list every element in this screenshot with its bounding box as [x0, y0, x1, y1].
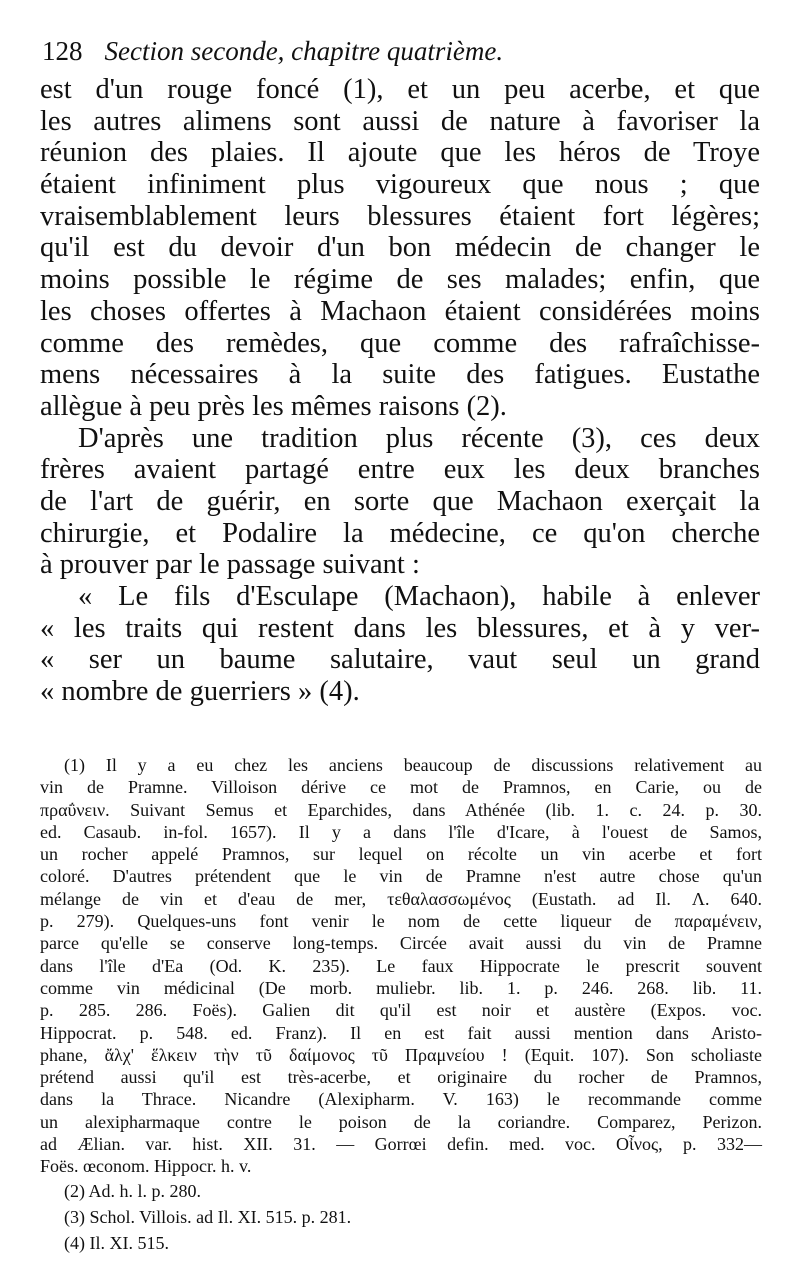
- body-line: est d'un rouge foncé (1), et un peu acerbe, et que: [40, 74, 760, 105]
- footnote-line: Hippocrat. p. 548. ed. Franz). Il en est fait aussi mention dans Aristo-: [40, 1022, 762, 1043]
- body-line: à prouver par le passage suivant :: [40, 549, 420, 581]
- body-line: frères avaient partagé entre eux les deux branches: [40, 454, 760, 486]
- body-line: réunion des plaies. Il ajoute que les héros de Troye: [40, 137, 760, 169]
- footnote-line: parce qu'elle se conserve long-temps. Circée avait aussi du vin de Pramne: [40, 933, 762, 954]
- body-line: allègue à peu près les mêmes raisons (2).: [40, 390, 507, 422]
- footnote-line: comme vin médicinal (De morb. muliebr. lib. 1. p. 246. 268. lib. 11.: [40, 977, 762, 998]
- body-line: chirurgie, et Podalire la médecine, ce qu'on cherche: [40, 517, 760, 549]
- body-line: vraisemblablement leurs blessures étaient fort légères;: [40, 200, 760, 232]
- footnote-line: prétend aussi qu'il est très-acerbe, et originaire du rocher de Pramnos,: [40, 1067, 762, 1088]
- quote-line: « ser un baume salutaire, vaut seul un grand: [40, 644, 760, 676]
- footnote-line: p. 285. 286. Foës). Galien dit qu'il est noir et austère (Expos. voc.: [40, 1000, 762, 1021]
- body-line: de l'art de guérir, en sorte que Machaon exerçait la: [40, 485, 760, 517]
- footnote-line: phane, ἄλχ' ἕλκειν τὴν τῦ δαίμονος τῦ Πραμνείου ! (Equit. 107). Son scholiaste: [40, 1044, 762, 1065]
- footnote-line: p. 279). Quelques-uns font venir le nom de cette liqueur de παραμένειν,: [40, 911, 762, 932]
- body-line: comme des remèdes, que comme des rafraîchisse-: [40, 327, 760, 359]
- footnote-line: ad Ælian. var. hist. XII. 31. — Gorrœi defin. med. voc. Οἶνος, p. 332—: [40, 1134, 762, 1155]
- footnote-line: Foës. œconom. Hippocr. h. v.: [40, 1156, 252, 1177]
- page-number: 128: [42, 36, 83, 66]
- footnote-line: πραΰνειν. Suivant Semus et Eparchides, dans Athénée (lib. 1. c. 24. p. 30.: [40, 799, 762, 820]
- footnote-line: dans la Thrace. Nicandre (Alexipharm. V. 163) le recommande comme: [40, 1089, 762, 1110]
- footnote-line: coloré. D'autres prétendent que le vin de Pramne n'est autre chose qu'un: [40, 866, 762, 887]
- body-line: mens nécessaires à la suite des fatigues. Eustathe: [40, 359, 760, 391]
- footnote-line: un rocher appelé Pramnos, sur lequel on récolte un vin acerbe et fort: [40, 844, 762, 865]
- body-line: qu'il est du devoir d'un bon médecin de changer le: [40, 232, 760, 264]
- quote-line: « Le fils d'Esculape (Machaon), habile à enlever: [78, 581, 760, 612]
- footnote-line: mélange de vin et d'eau de mer, τεθαλασσωμένος (Eustath. ad Il. Λ. 640.: [40, 888, 762, 909]
- body-line: étaient infiniment plus vigoureux que nous ; que: [40, 169, 760, 201]
- running-title: Section seconde, chapitre quatrième.: [104, 36, 504, 66]
- footnote-ref: (3) Schol. Villois. ad Il. XI. 515. p. 281.: [64, 1206, 352, 1227]
- footnote-line: un alexipharmaque contre le poison de la coriandre. Comparez, Perizon.: [40, 1111, 762, 1132]
- body-text: [40, 74, 760, 708]
- footnote-line: ed. Casaub. in-fol. 1657). Il y a dans l'île d'Icare, à l'ouest de Samos,: [40, 821, 762, 842]
- footnote-line: vin de Pramne. Villoison dérive ce mot de Pramnos, en Carie, ou de: [40, 777, 762, 798]
- body-line: D'après une tradition plus récente (3), ces deux: [78, 422, 760, 454]
- body-line: les choses offertes à Machaon étaient considérées moins: [40, 295, 760, 327]
- footnote-ref: (2) Ad. h. l. p. 280.: [64, 1180, 201, 1201]
- quote-line: « les traits qui restent dans les blessures, et à y ver-: [40, 612, 760, 644]
- quote-line: « nombre de guerriers » (4).: [40, 676, 360, 708]
- body-line: moins possible le régime de ses malades; enfin, que: [40, 264, 760, 296]
- footnote-line: dans l'île d'Ea (Od. K. 235). Le faux Hippocrate le prescrit souvent: [40, 955, 762, 976]
- footnote-ref: (4) Il. XI. 515.: [64, 1232, 169, 1253]
- footnotes: [40, 754, 762, 1256]
- body-line: les autres alimens sont aussi de nature à favoriser la: [40, 105, 760, 137]
- footnote-line: (1) Il y a eu chez les anciens beaucoup de discussions relativement au: [64, 755, 762, 775]
- page-header: [42, 36, 762, 76]
